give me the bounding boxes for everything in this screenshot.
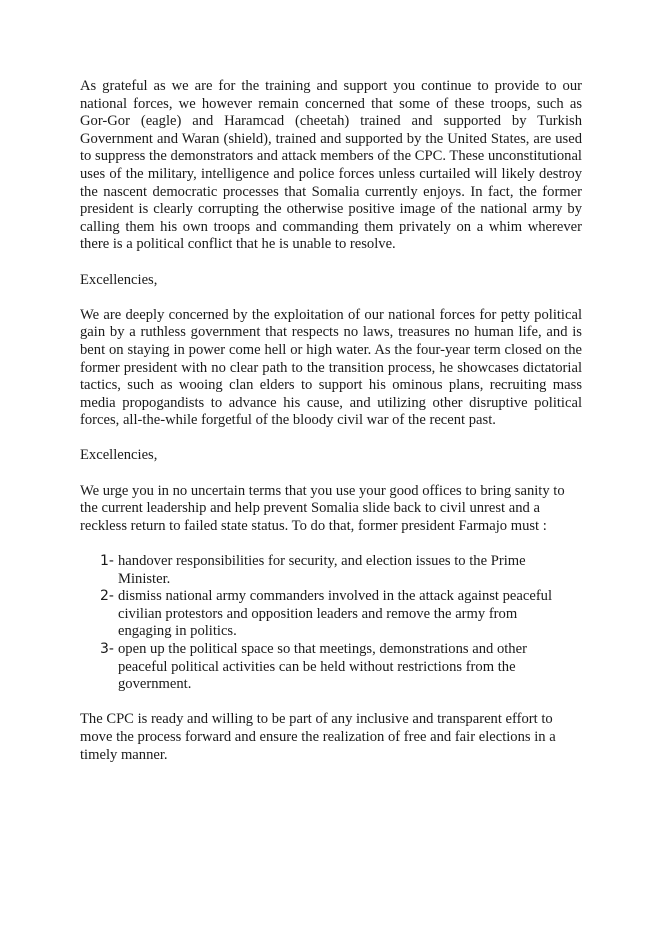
list-item-text: open up the political space so that meetings, demonstrations and other peaceful political activities can be held without restrictions from the government. xyxy=(118,641,527,693)
list-item xyxy=(80,588,560,641)
demands-list xyxy=(80,553,560,694)
paragraph-exploitation: We are deeply concerned by the exploitation of our national forces for petty political gain by a ruthless government that respects no laws, treasures no human life, and is bent on staying in power come hell or high water. As the four-year term closed on the former president with no clear path to the transition process, he showcases dictatorial tactics, such as wooing clan elders to support his ominous plans, recruiting mass media propogandists to advance his cause, and utilizing other disruptive political forces, all-the-while forgetful of the bloody civil war of the recent past. xyxy=(80,306,582,429)
paragraph-training-concerns: As grateful as we are for the training and support you continue to provide to our national forces, we however remain concerned that some of these troops, such as Gor-Gor (eagle) and Haramcad (cheetah) trained and supported by Turkish Government and Waran (shield), trained and supported by the United States, are used to suppress the demonstrators and attack members of the CPC. These unconstitutional uses of the military, intelligence and police forces unless curtailed will likely destroy the nascent democratic processes that Somalia currently enjoys. In fact, the former president is clearly corrupting the otherwise positive image of the national army by calling them his own troops and commanding them privately on a whim wherever there is a political conflict that he is unable to resolve. xyxy=(80,78,582,253)
salutation: Excellencies, xyxy=(80,447,158,464)
list-item-number: 2- xyxy=(100,588,114,605)
list-item xyxy=(80,553,560,588)
list-item-number: 3- xyxy=(100,641,114,657)
document-page xyxy=(80,78,582,782)
list-item-text: dismiss national army commanders involved in the attack against peaceful civilian protestors and opposition leaders and remove the army from engaging in politics. xyxy=(118,588,553,640)
salutation: Excellencies, xyxy=(80,271,158,288)
paragraph-urge: We urge you in no uncertain terms that you use your good offices to bring sanity to the current leadership and help prevent Somalia slide back to civil unrest and a reckless return to failed state status. To do that, former president Farmajo must : xyxy=(80,482,565,534)
paragraph-cpc-ready: The CPC is ready and willing to be part of any inclusive and transparent effort to move the process forward and ensure the realization of free and fair elections in a timely manner. xyxy=(80,711,556,763)
list-item xyxy=(80,641,560,694)
list-item-number: 1- xyxy=(100,553,114,570)
list-item-text: handover responsibilities for security, and election issues to the Prime Minister. xyxy=(118,553,526,587)
